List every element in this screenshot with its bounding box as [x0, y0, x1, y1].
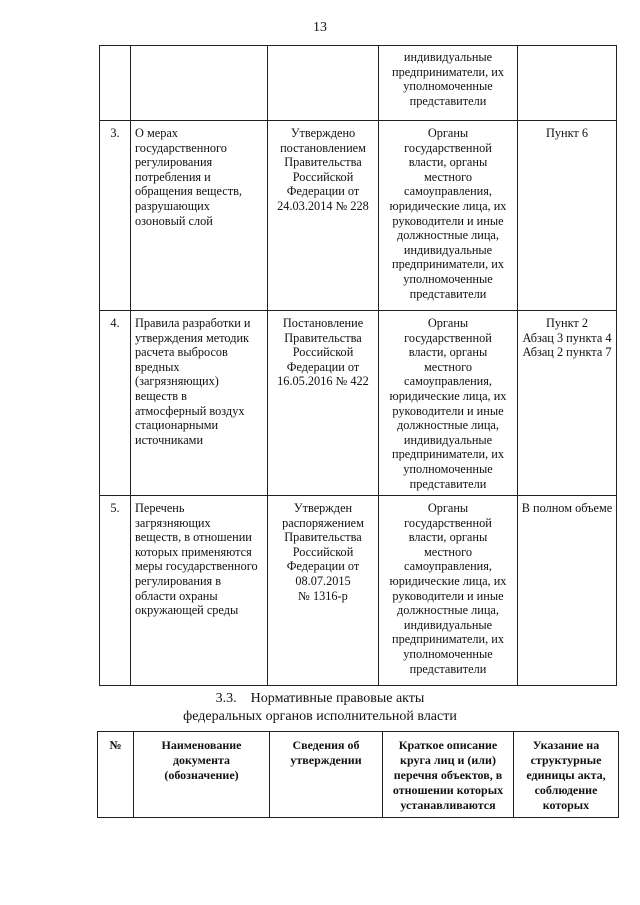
row-number: 5.: [100, 496, 131, 686]
text-line: должностные лица,: [397, 603, 499, 618]
persons-description: [379, 496, 518, 686]
text-line: юридические лица, их: [389, 573, 507, 588]
row-number: 3.: [100, 121, 131, 311]
text-line: Перечень: [135, 501, 185, 515]
text-line: уполномоченные: [403, 271, 493, 286]
text-line: перечня объектов, в: [393, 768, 503, 782]
text-line: Краткое описание: [398, 738, 498, 752]
text-line: представители: [409, 93, 487, 108]
table-row: [100, 496, 617, 686]
text-line: Правительства: [284, 330, 362, 345]
text-line: единицы акта,: [526, 768, 606, 782]
text-line: веществ в: [135, 388, 187, 403]
text-line: распоряжением: [282, 515, 364, 530]
text-line: государственной: [404, 140, 492, 155]
text-line: Российской: [292, 169, 354, 184]
text-line: соблюдение: [534, 783, 598, 797]
text-line: местного: [424, 169, 472, 184]
text-line: Федерации от: [286, 184, 360, 199]
text-line: руководители и иные: [392, 588, 504, 603]
text-line: государственного: [135, 140, 227, 155]
section-subtitle: федеральных органов исполнительной власти: [183, 709, 457, 724]
text-line: должностные лица,: [397, 418, 499, 433]
text-line: Пункт 6: [545, 126, 589, 140]
text-line: предприниматели, их: [391, 64, 505, 79]
text-line: №: [109, 738, 122, 752]
text-line: власти, органы: [408, 155, 488, 170]
approval-info: [268, 311, 379, 496]
text-line: 16.05.2016 № 422: [277, 374, 369, 389]
approval-info: [268, 46, 379, 121]
federal-acts-table: [97, 731, 619, 818]
text-line: Органы: [427, 126, 469, 140]
text-line: предприниматели, их: [391, 632, 505, 647]
header-description: [383, 732, 514, 818]
text-line: Утверждено: [290, 126, 356, 140]
structural-units: [518, 496, 617, 686]
text-line: Указание на: [532, 738, 600, 752]
document-name: [131, 46, 268, 121]
text-line: Федерации от: [286, 359, 360, 374]
approval-info: [268, 121, 379, 311]
text-line: Наименование: [161, 738, 242, 752]
text-line: индивидуальные: [403, 50, 493, 64]
text-line: представители: [409, 661, 487, 676]
text-line: Органы: [427, 316, 469, 330]
text-line: руководители и иные: [392, 403, 504, 418]
table-row: [100, 121, 617, 311]
text-line: круга лиц и (или): [400, 753, 496, 767]
text-line: представители: [409, 476, 487, 491]
requirements-table: [99, 45, 617, 686]
text-line: предприниматели, их: [391, 447, 505, 462]
text-line: (обозначение): [164, 768, 239, 782]
table-row: [100, 311, 617, 496]
text-line: юридические лица, их: [389, 198, 507, 213]
text-line: Пункт 2: [545, 316, 589, 330]
row-number: [100, 46, 131, 121]
header-structural-units: [514, 732, 619, 818]
section-title: 3.3. Нормативные правовые акты: [215, 691, 425, 706]
structural-units: [518, 311, 617, 496]
text-line: окружающей среды: [135, 603, 239, 618]
text-line: 24.03.2014 № 228: [277, 198, 369, 213]
approval-info: [268, 496, 379, 686]
text-line: индивидуальные: [403, 617, 493, 632]
text-line: представители: [409, 286, 487, 301]
text-line: самоуправления,: [404, 559, 492, 574]
text-line: которых применяются: [135, 544, 252, 559]
text-line: Сведения об: [292, 738, 360, 752]
text-line: уполномоченные: [403, 79, 493, 94]
text-line: потребления и: [135, 169, 211, 184]
text-line: (загрязняющих): [135, 374, 219, 389]
document-name: [131, 121, 268, 311]
document-name: [131, 496, 268, 686]
text-line: озоновый слой: [135, 213, 213, 228]
text-line: местного: [424, 359, 472, 374]
text-line: уполномоченные: [403, 646, 493, 661]
text-line: самоуправления,: [404, 374, 492, 389]
persons-description: [379, 121, 518, 311]
text-line: государственной: [404, 330, 492, 345]
text-line: загрязняющих: [135, 515, 211, 530]
text-line: уполномоченные: [403, 461, 493, 476]
table-row: [100, 46, 617, 121]
text-line: В полном объеме: [521, 501, 613, 515]
text-line: Правила разработки и: [135, 316, 251, 330]
text-line: атмосферный воздух: [135, 403, 245, 418]
text-line: Правительства: [284, 530, 362, 545]
text-line: юридические лица, их: [389, 388, 507, 403]
text-line: расчета выбросов: [135, 345, 228, 360]
text-line: Абзац 3 пункта 4: [522, 330, 612, 345]
text-line: стационарными: [135, 418, 219, 433]
text-line: обращения веществ,: [135, 184, 242, 199]
structural-units: [518, 46, 617, 121]
text-line: Российской: [292, 544, 354, 559]
text-line: Правительства: [284, 155, 362, 170]
text-line: Федерации от: [286, 559, 360, 574]
page-number: 13: [313, 20, 327, 35]
table-header-row: [98, 732, 619, 818]
text-line: регулирования в: [135, 573, 222, 588]
section-heading: [0, 690, 640, 726]
text-line: области охраны: [135, 588, 218, 603]
text-line: Российской: [292, 345, 354, 360]
text-line: Утвержден: [293, 501, 353, 515]
text-line: разрушающих: [135, 198, 210, 213]
header-document-name: [134, 732, 270, 818]
text-line: местного: [424, 544, 472, 559]
text-line: регулирования: [135, 155, 213, 170]
text-line: № 1316-р: [298, 588, 348, 603]
persons-description: [379, 311, 518, 496]
text-line: документа: [172, 753, 231, 767]
text-line: О мерах: [135, 126, 178, 140]
text-line: вредных: [135, 359, 180, 374]
text-line: самоуправления,: [404, 184, 492, 199]
row-number: 4.: [100, 311, 131, 496]
persons-description: [379, 46, 518, 121]
text-line: Постановление: [282, 316, 364, 330]
text-line: должностные лица,: [397, 228, 499, 243]
text-line: постановлением: [280, 140, 366, 155]
text-line: источниками: [135, 432, 204, 447]
text-line: меры государственного: [135, 559, 258, 574]
structural-units: [518, 121, 617, 311]
document-name: [131, 311, 268, 496]
text-line: отношении которых: [392, 783, 504, 797]
text-line: утверждения методик: [135, 330, 250, 345]
header-approval: [270, 732, 383, 818]
text-line: власти, органы: [408, 345, 488, 360]
text-line: государственной: [404, 515, 492, 530]
text-line: устанавливаются: [400, 798, 496, 812]
text-line: Абзац 2 пункта 7: [522, 345, 612, 360]
text-line: структурные: [530, 753, 602, 767]
text-line: веществ, в отношении: [135, 530, 252, 545]
text-line: индивидуальные: [403, 432, 493, 447]
text-line: индивидуальные: [403, 242, 493, 257]
text-line: власти, органы: [408, 530, 488, 545]
text-line: которых: [542, 798, 590, 812]
text-line: Органы: [427, 501, 469, 515]
header-number: [98, 732, 134, 818]
text-line: предприниматели, их: [391, 257, 505, 272]
text-line: 08.07.2015: [295, 573, 351, 588]
text-line: руководители и иные: [392, 213, 504, 228]
text-line: утверждении: [290, 753, 362, 767]
